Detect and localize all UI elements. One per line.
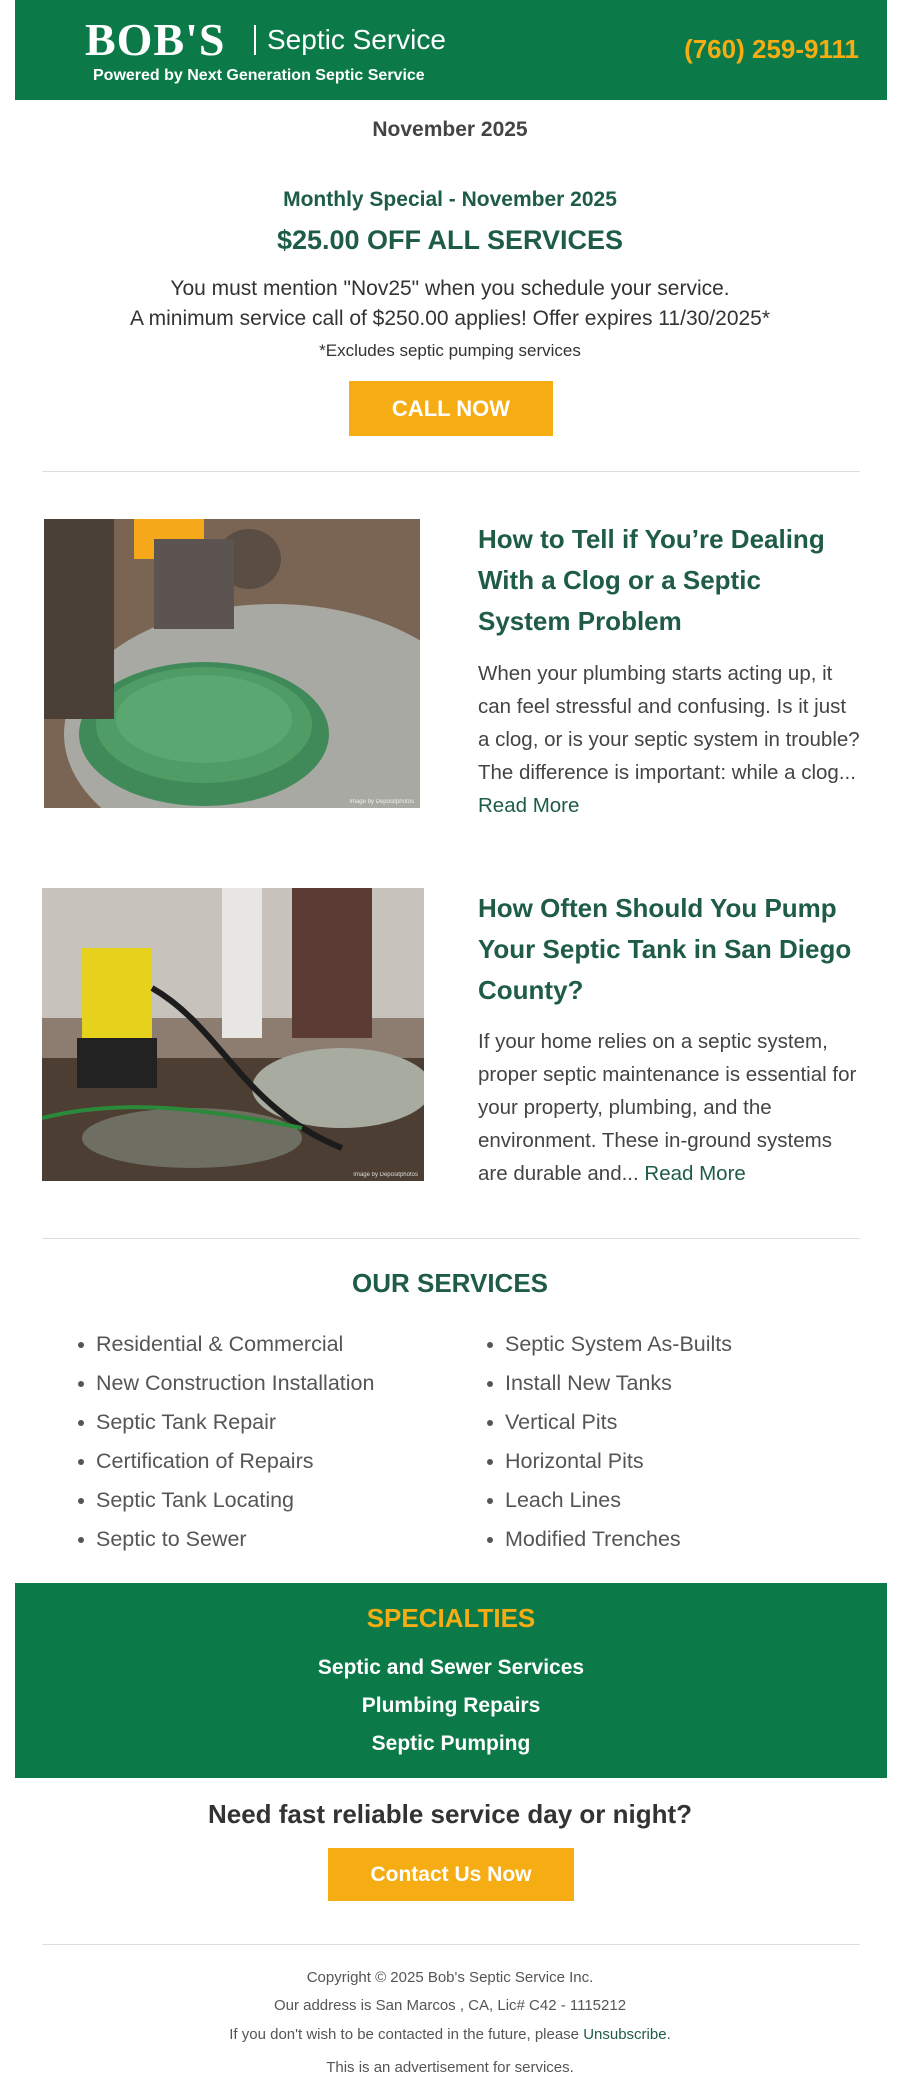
specialties-panel xyxy=(15,1583,887,1778)
article-1-title[interactable]: How to Tell if You’re Dealing With a Clog or a Septic System Problem xyxy=(478,524,825,636)
special-line-2: A minimum service call of $250.00 applies! Offer expires 11/30/2025* xyxy=(129,307,771,330)
unsubscribe-link[interactable]: Unsubscribe xyxy=(583,2026,667,2043)
list-item: Septic Tank Repair xyxy=(78,1408,374,1447)
cta-heading: Need fast reliable service day or night? xyxy=(207,1799,693,1829)
list-item: Septic Tank Locating xyxy=(78,1486,374,1525)
unsubscribe-suffix: . xyxy=(666,2026,671,2043)
article-2-image[interactable] xyxy=(42,888,424,1181)
footer-address: Our address is San Marcos , CA, Lic# C42 - 1115212 xyxy=(273,1997,627,2014)
list-item: Leach Lines xyxy=(487,1486,732,1525)
header-phone-link[interactable]: (760) 259-9111 xyxy=(684,34,859,64)
unsubscribe-prefix: If you don't wish to be contacted in the future, please xyxy=(229,2026,584,2043)
article-2-read-more-link[interactable]: Read More xyxy=(644,1162,746,1185)
article-2-body xyxy=(478,1025,862,1190)
list-item: Install New Tanks xyxy=(487,1369,732,1408)
section-divider xyxy=(42,471,860,472)
special-title: Monthly Special - November 2025 xyxy=(283,188,617,211)
list-item: Modified Trenches xyxy=(487,1525,732,1564)
special-note: *Excludes septic pumping services xyxy=(319,341,581,360)
logo-subtitle: Septic Service xyxy=(267,24,446,55)
article-2-title[interactable]: How Often Should You Pump Your Septic Tank in San Diego County? xyxy=(478,893,852,1005)
logo-wordmark: BOB'S xyxy=(85,14,226,65)
specialty-item: Septic Pumping xyxy=(371,1732,531,1755)
list-item: Vertical Pits xyxy=(487,1408,732,1447)
article-1-read-more-link[interactable]: Read More xyxy=(478,794,580,817)
header-banner xyxy=(15,0,887,100)
list-item: Horizontal Pits xyxy=(487,1447,732,1486)
septic-lid-photo xyxy=(44,519,420,808)
special-headline: $25.00 OFF ALL SERVICES xyxy=(276,225,624,255)
article-1-body xyxy=(478,657,862,822)
newsletter-date: November 2025 xyxy=(372,118,528,141)
list-item: Septic System As-Builts xyxy=(487,1330,732,1369)
logo-tagline: Powered by Next Generation Septic Service xyxy=(93,67,425,84)
list-item: New Construction Installation xyxy=(78,1369,374,1408)
list-item: Septic to Sewer xyxy=(78,1525,374,1564)
section-divider xyxy=(42,1238,860,1239)
specialties-title: SPECIALTIES xyxy=(366,1603,536,1633)
call-now-button[interactable]: CALL NOW xyxy=(349,381,553,436)
services-list-left xyxy=(78,1330,374,1564)
footer-ad-note: This is an advertisement for services. xyxy=(326,2059,574,2076)
contact-us-button[interactable]: Contact Us Now xyxy=(328,1848,574,1901)
photo-credit: Image by Depositphotos xyxy=(353,1172,418,1178)
specialty-item: Septic and Sewer Services xyxy=(317,1656,585,1679)
footer-copyright: Copyright © 2025 Bob's Septic Service Inc. xyxy=(306,1969,594,1986)
logo-divider xyxy=(254,25,256,55)
list-item: Residential & Commercial xyxy=(78,1330,374,1369)
specialty-item: Plumbing Repairs xyxy=(361,1694,541,1717)
septic-pump-photo xyxy=(42,888,424,1181)
footer-unsubscribe-line xyxy=(0,2026,900,2043)
special-line-1: You must mention "Nov25" when you schedule your service. xyxy=(170,277,730,300)
article-2-excerpt: If your home relies on a septic system, proper septic maintenance is essential for your property, plumbing, and the environment. These in-ground systems are durable and... xyxy=(478,1030,857,1185)
services-title: OUR SERVICES xyxy=(351,1268,548,1298)
photo-credit: Image by Depositphotos xyxy=(349,799,414,805)
article-1-image[interactable] xyxy=(44,519,420,808)
article-1-excerpt: When your plumbing starts acting up, it can feel stressful and confusing. Is it just a clog, or is your septic system in trouble? The difference is important: while a clog... xyxy=(478,662,860,784)
services-list-right xyxy=(487,1330,732,1564)
section-divider xyxy=(42,1944,860,1945)
list-item: Certification of Repairs xyxy=(78,1447,374,1486)
